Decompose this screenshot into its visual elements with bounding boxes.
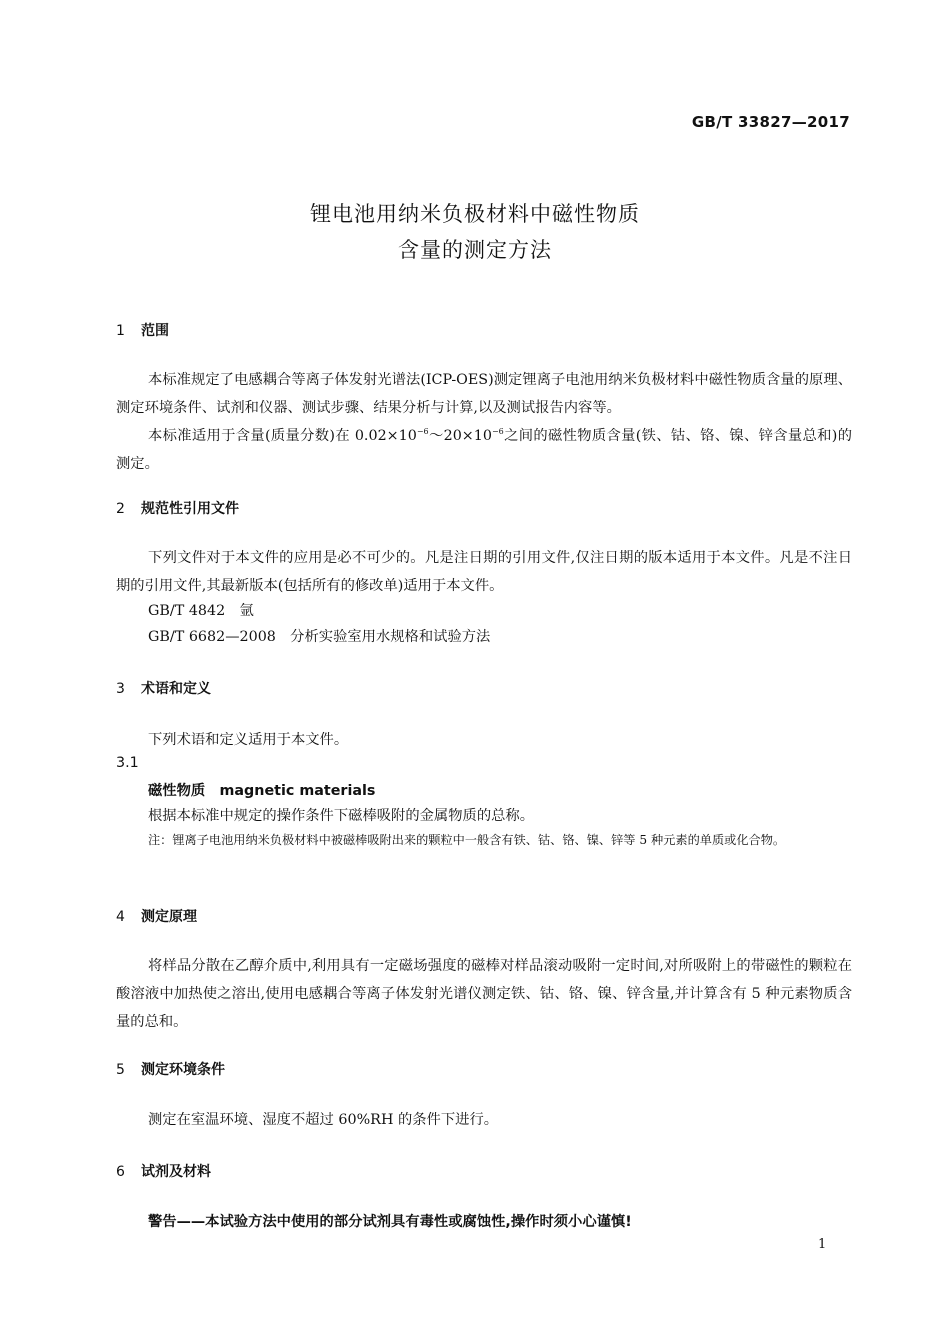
section-5-paragraph: 测定在室温环境、湿度不超过 60%RH 的条件下进行。 [148,1112,499,1128]
section-title: 测定原理 [141,909,197,925]
section-title: 试剂及材料 [141,1164,211,1180]
document-code: GB/T 33827—2017 [691,113,850,131]
section-6-heading [116,1161,211,1181]
section-title: 术语和定义 [141,681,211,697]
section-number: 1 [116,323,125,339]
term-definition: 根据本标准中规定的操作条件下磁棒吸附的金属物质的总称。 [148,808,535,824]
section-4-heading [116,906,197,926]
reference-gbt-4842: GB/T 4842 氩 [148,603,254,619]
section-number: 5 [116,1062,125,1078]
warning-text: 警告——本试验方法中使用的部分试剂具有毒性或腐蚀性,操作时须小心谨慎! [148,1214,632,1230]
term-name: 磁性物质 magnetic materials [148,783,376,799]
section-1-heading [116,320,169,340]
section-2-paragraph: 下列文件对于本文件的应用是必不可少的。凡是注日期的引用文件,仅注日期的版本适用于本文件。凡是不注日期的引用文件,其最新版本(包括所有的修改单)适用于本文件。 [116,550,852,594]
document-title-line2: 含量的测定方法 [398,238,552,262]
term-number: 3.1 [116,755,139,771]
section-title: 范围 [141,323,169,339]
section-number: 2 [116,501,125,517]
reference-gbt-6682: GB/T 6682—2008 分析实验室用水规格和试验方法 [148,629,491,645]
section-number: 3 [116,681,125,697]
term-note: 注：锂离子电池用纳米负极材料中被磁棒吸附出来的颗粒中一般含有铁、钴、铬、镍、锌等 5 种元素的单质或化合物。 [148,833,786,847]
section-4-paragraph: 将样品分散在乙醇介质中,利用具有一定磁场强度的磁棒对样品滚动吸附一定时间,对所吸附上的带磁性的颗粒在酸溶液中加热使之溶出,使用电感耦合等离子体发射光谱仪测定铁、钴、铬、镍、锌含量,并计算含有 5 种元素物质含量的总和。 [116,958,852,1030]
section-title: 测定环境条件 [141,1062,225,1078]
section-number: 4 [116,909,125,925]
section-3-heading [116,678,211,698]
page-number: 1 [818,1237,827,1252]
document-title-line1: 锂电池用纳米负极材料中磁性物质 [310,202,640,226]
section-1-paragraph-2: 本标准适用于含量(质量分数)在 $0.02\times 10^{-6}\sim 20\times 10^{-6}$之间的磁性物质含量(铁、钴、铬、镍、锌含量总和)的测定。 [116,427,852,472]
section-5-heading [116,1059,225,1079]
section-number: 6 [116,1164,125,1180]
section-3-paragraph: 下列术语和定义适用于本文件。 [148,732,349,748]
section-1-paragraph-1: 本标准规定了电感耦合等离子体发射光谱法(ICP-OES)测定锂离子电池用纳米负极材料中磁性物质含量的原理、测定环境条件、试剂和仪器、测试步骤、结果分析与计算,以及测试报告内容等。 [116,372,852,416]
section-2-heading [116,498,239,518]
section-title: 规范性引用文件 [141,501,239,517]
